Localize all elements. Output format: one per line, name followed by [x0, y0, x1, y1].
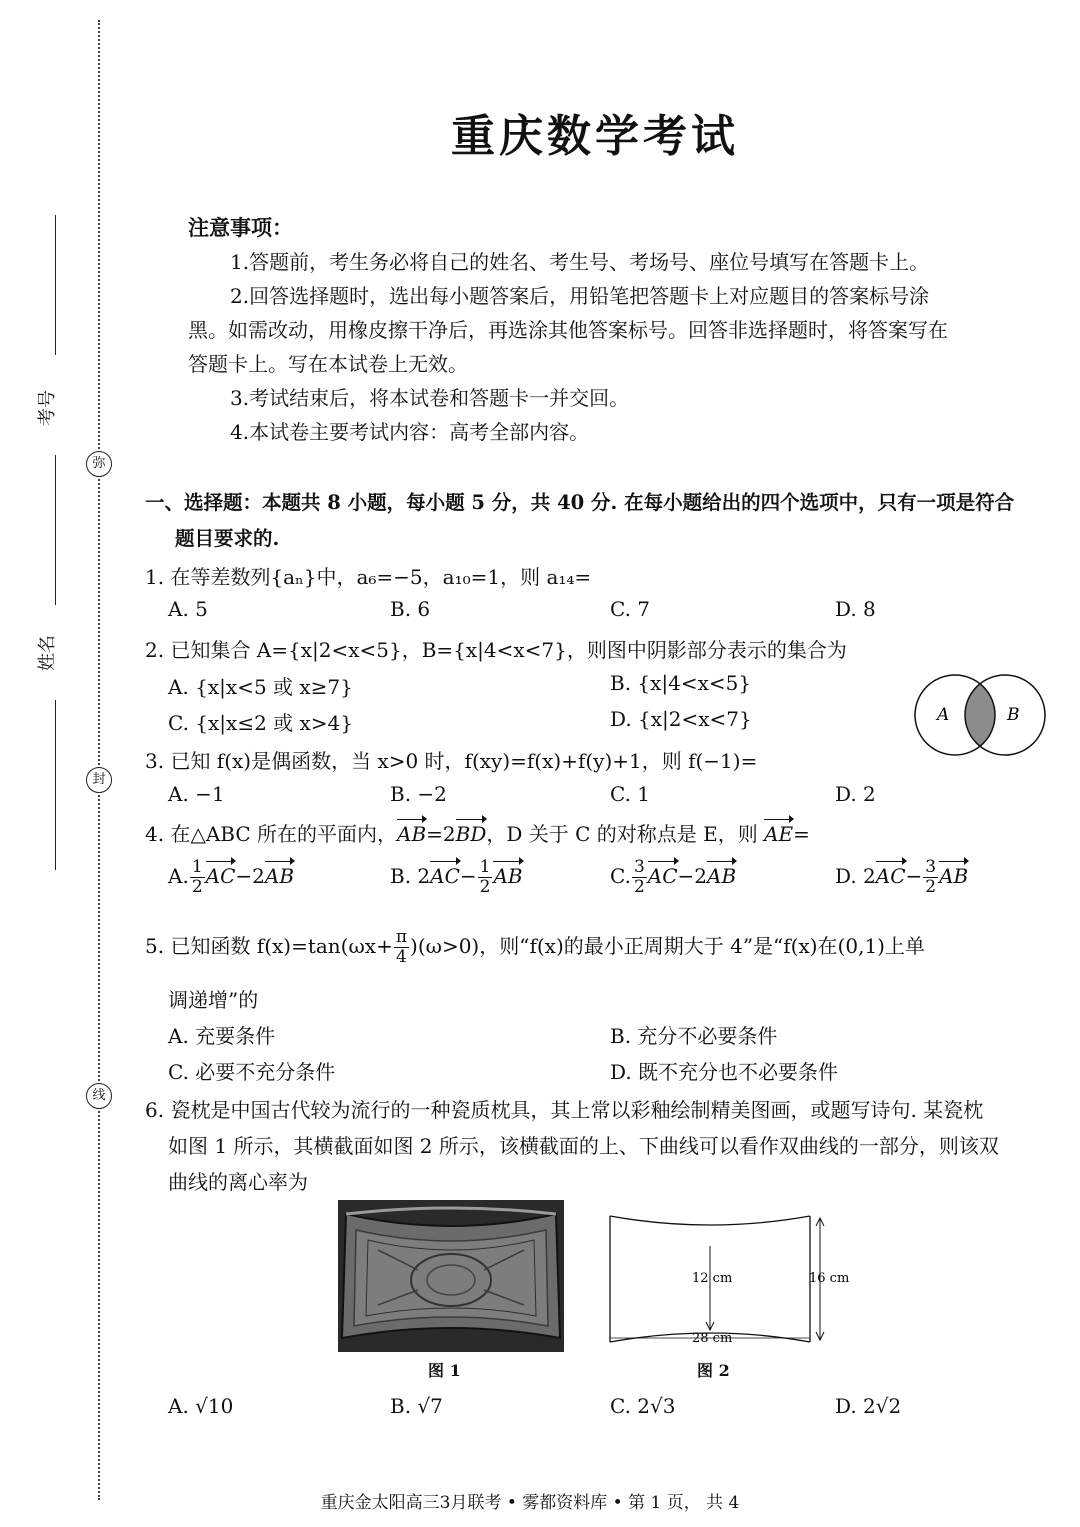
q5-stem [145, 928, 925, 967]
q6-option-b: B. √7 [390, 1394, 443, 1418]
notice-line-2b: 黑。如需改动，用橡皮擦干净后，再选涂其他答案标号。回答非选择题时，将答案写在 [188, 318, 948, 342]
q4-option-b [390, 858, 523, 897]
q4-d-minus: − [905, 864, 923, 888]
q1-option-d: D. 8 [835, 597, 876, 621]
name-blank-bottom [55, 700, 56, 870]
q4-stem [145, 818, 810, 847]
q5-stem-pre: 5. 已知函数 f(x)=tan(ωx+ [145, 934, 393, 958]
q2-option-b: B. {x|4<x<5} [610, 671, 752, 695]
exam-no-label: 考号 [37, 390, 58, 426]
figure-2-caption: 图 2 [697, 1361, 730, 1380]
vector-ab: AB [939, 864, 969, 888]
notice-line-2c: 答题卡上。写在本试卷上无效。 [188, 352, 468, 376]
dim-12-label: 12 cm [692, 1271, 733, 1286]
section-heading-line1: 一、选择题：本题共 8 小题，每小题 5 分，共 40 分. 在每小题给出的四个选项中，只有一项是符合 [145, 491, 1015, 514]
vector-ab: AB [397, 822, 427, 846]
page-footer: 重庆金太阳高三3月联考 • 雾都资料库 • 第 1 页， 共 4 [320, 1493, 740, 1513]
name-blank-top [55, 455, 56, 605]
q1-stem: 1. 在等差数列{aₙ}中，a₆=−5，a₁₀=1，则 a₁₄= [145, 565, 592, 589]
q6-stem-line1: 6. 瓷枕是中国古代较为流行的一种瓷质枕具，其上常以彩釉绘制精美图画，或题写诗句. 某瓷枕 [145, 1098, 984, 1122]
q4-option-c [610, 858, 736, 897]
fraction-numerator: 3 [925, 857, 937, 877]
fraction-denominator: 4 [396, 947, 407, 967]
q2-option-a: A. {x|x<5 或 x≥7} [168, 675, 353, 699]
vector-ab: AB [264, 864, 295, 888]
q6-option-d: D. 2√2 [835, 1394, 902, 1418]
notice-line-1: 1.答题前，考生务必将自己的姓名、考生号、考场号、座位号填写在答题卡上。 [230, 250, 930, 274]
q5-option-a: A. 充要条件 [168, 1024, 276, 1048]
fraction-denominator: 2 [479, 877, 491, 897]
q4-eq: =2 [426, 822, 456, 846]
fraction-three-halves [632, 858, 647, 897]
vector-ac: AC [205, 864, 236, 888]
vector-ae: AE [764, 822, 794, 846]
q3-option-a: A. −1 [168, 782, 225, 806]
notice-line-3: 3.考试结束后，将本试卷和答题卡一并交回。 [230, 386, 630, 410]
fraction-one-half [478, 858, 493, 897]
q2-option-c: C. {x|x≤2 或 x>4} [168, 711, 354, 735]
binding-dotted-line [98, 20, 100, 1500]
q5-option-c: C. 必要不充分条件 [168, 1060, 336, 1084]
seal-mark-feng: 封 [86, 767, 112, 793]
vector-bd: BD [455, 822, 487, 846]
q4-c-label: C. [610, 864, 631, 888]
name-label: 姓名 [37, 635, 58, 671]
q4-a-rest: −2 [235, 864, 265, 888]
porcelain-pillow-photo [338, 1200, 564, 1352]
venn-label-b: B [1007, 705, 1020, 725]
q4-stem-end: = [793, 822, 810, 846]
notice-line-4: 4.本试卷主要考试内容：高考全部内容。 [230, 420, 590, 444]
q5-option-d: D. 既不充分也不必要条件 [610, 1060, 839, 1084]
q4-option-a [168, 858, 294, 897]
fraction-pi-over-4 [394, 928, 409, 967]
q2-option-d: D. {x|2<x<7} [610, 707, 752, 731]
venn-diagram [905, 670, 1055, 760]
fraction-denominator: 2 [925, 877, 937, 897]
q1-option-a: A. 5 [168, 597, 208, 621]
fraction-denominator: 2 [191, 877, 203, 897]
q5-option-b: B. 充分不必要条件 [610, 1024, 778, 1048]
fraction-numerator: 1 [191, 857, 203, 877]
q3-option-d: D. 2 [835, 782, 876, 806]
q6-stem-line3: 曲线的离心率为 [168, 1170, 308, 1194]
q4-option-d [835, 858, 968, 897]
q4-b-label: B. 2 [390, 864, 431, 888]
q3-option-b: B. −2 [390, 782, 447, 806]
section-heading-line2: 题目要求的. [175, 527, 280, 550]
q5-stem-line2: 调递增”的 [168, 988, 259, 1012]
fraction-one-half [190, 858, 205, 897]
seal-mark-mi: 弥 [86, 451, 112, 477]
q3-option-c: C. 1 [610, 782, 651, 806]
venn-label-a: A [937, 705, 950, 725]
figure-1-caption: 图 1 [428, 1361, 461, 1380]
notice-heading: 注意事项： [188, 215, 293, 240]
vector-ac: AC [875, 864, 906, 888]
q5-stem-post: )(ω>0)，则“f(x)的最小正周期大于 4”是“f(x)在(0,1)上单 [410, 934, 925, 958]
q6-option-a: A. √10 [168, 1394, 234, 1418]
vector-ab: AB [493, 864, 523, 888]
q3-stem: 3. 已知 f(x)是偶函数，当 x>0 时，f(xy)=f(x)+f(y)+1，则 f(−1)= [145, 749, 758, 773]
exam-no-blank [55, 215, 56, 355]
page-title: 重庆数学考试 [451, 111, 739, 162]
q6-stem-line2: 如图 1 所示，其横截面如图 2 所示，该横截面的上、下曲线可以看作双曲线的一部分，则该双 [168, 1134, 999, 1158]
fraction-numerator: 1 [479, 857, 491, 877]
fraction-denominator: 2 [633, 877, 645, 897]
q2-stem: 2. 已知集合 A={x|2<x<5}，B={x|4<x<7}，则图中阴影部分表示的集合为 [145, 638, 847, 662]
fraction-numerator: 3 [633, 857, 645, 877]
q1-option-b: B. 6 [390, 597, 431, 621]
cross-section-diagram [600, 1206, 860, 1356]
q4-b-minus: − [459, 864, 477, 888]
q4-stem-pre: 4. 在△ABC 所在的平面内， [145, 822, 397, 846]
fraction-three-halves [923, 858, 938, 897]
vector-ac: AC [430, 864, 460, 888]
vector-ab: AB [707, 864, 737, 888]
vector-ac: AC [647, 864, 678, 888]
q4-c-rest: −2 [677, 864, 708, 888]
q1-option-c: C. 7 [610, 597, 651, 621]
fraction-numerator: π [395, 927, 408, 947]
q4-stem-mid: ，D 关于 C 的对称点是 E，则 [486, 822, 765, 846]
q4-d-label: D. 2 [835, 864, 876, 888]
seal-mark-xian: 线 [86, 1083, 112, 1109]
notice-line-2a: 2.回答选择题时，选出每小题答案后，用铅笔把答题卡上对应题目的答案标号涂 [230, 284, 930, 308]
q6-option-c: C. 2√3 [610, 1394, 676, 1418]
dim-16-label: 16 cm [809, 1271, 850, 1286]
dim-28-label: 28 cm [692, 1331, 733, 1346]
q4-a-label: A. [168, 864, 189, 888]
